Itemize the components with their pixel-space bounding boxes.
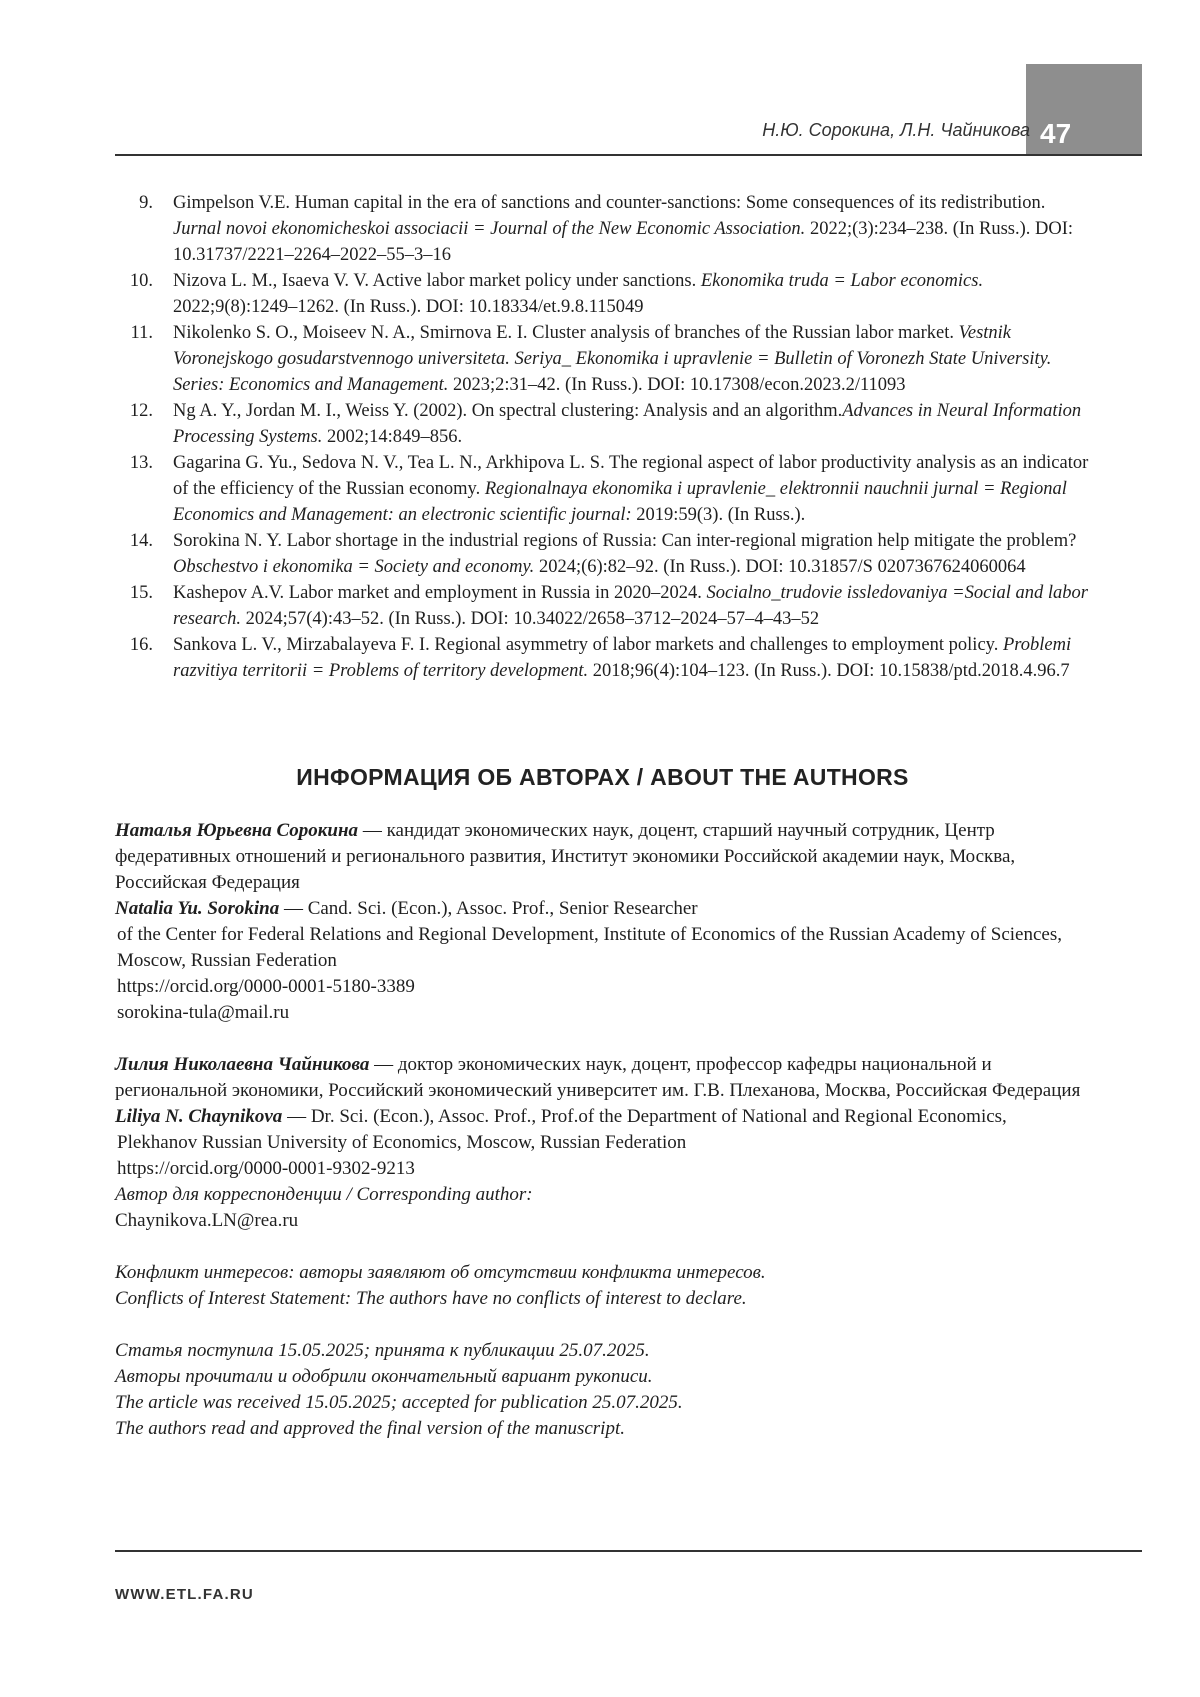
received-date-ru: Статья поступила 15.05.2025; принята к публикации 25.07.2025.	[115, 1340, 650, 1361]
reference-journal: Regionalnaya ekonomika i upravlenie_ elektronnii nauchnii jurnal = Regional Economics and Management: an electronic scientific journal:	[173, 479, 1067, 525]
reference-list	[115, 190, 1090, 684]
reference-journal: Ekonomika truda = Labor economics.	[700, 271, 984, 291]
reference-number: 10.	[129, 271, 153, 291]
page-number: 47	[1040, 118, 1072, 149]
reference-tail: 2022;9(8):1249–1262. (In Russ.). DOI: 10.18334/et.9.8.115049	[173, 297, 644, 317]
running-header-authors: Н.Ю. Сорокина, Л.Н. Чайникова	[762, 120, 1030, 140]
reference-item	[115, 320, 1090, 398]
author2-email-link[interactable]: Chaynikova.LN@rea.ru	[115, 1210, 299, 1231]
reference-journal: Advances in Neural Information Processing Systems.	[173, 401, 1082, 447]
author2-desc-en: — Dr. Sci. (Econ.), Assoc. Prof., Prof.of the Department of National and Regional Economics,	[282, 1106, 1007, 1127]
reference-tail: 2022;(3):234–238. (In Russ.). DOI: 10.31737/2221–2264–2022–55–3–16	[173, 219, 1074, 265]
footer-url[interactable]: WWW.ETL.FA.RU	[115, 1586, 254, 1603]
author1-name-ru: Наталья Юрьевна Сорокина	[115, 820, 359, 841]
approval-note-ru: Авторы прочитали и одобрили окончательный вариант рукописи.	[115, 1366, 653, 1387]
reference-tail: 2024;57(4):43–52. (In Russ.). DOI: 10.34022/2658–3712–2024–57–4–43–52	[240, 609, 820, 629]
reference-number: 12.	[129, 401, 153, 421]
reference-item	[115, 580, 1090, 632]
author1-desc-ru: — кандидат экономических наук, доцент, старший научный сотрудник, Центр федеративных отношений и регионального развития, Институт экономики Российской академии наук, Москва, Российская Федерация	[115, 820, 1016, 893]
reference-number: 16.	[129, 635, 153, 655]
author1-desc-en: — Cand. Sci. (Econ.), Assoc. Prof., Senior Researcher	[279, 898, 698, 919]
reference-journal: Obschestvo i ekonomika = Society and economy.	[173, 557, 535, 577]
received-date-en: The article was received 15.05.2025; accepted for publication 25.07.2025.	[115, 1392, 683, 1413]
header-rule	[115, 154, 1142, 156]
section-title: ИНФОРМАЦИЯ ОБ АВТОРАХ / ABOUT THE AUTHORS	[296, 764, 909, 790]
footer-rule	[115, 1550, 1142, 1552]
reference-item	[115, 632, 1090, 684]
reference-text: Gimpelson V.E. Human capital in the era of sanctions and counter-sanctions: Some consequences of its redistribution.	[173, 193, 1046, 213]
reference-number: 9.	[139, 193, 153, 213]
reference-tail: 2018;96(4):104–123. (In Russ.). DOI: 10.15838/ptd.2018.4.96.7	[588, 661, 1070, 681]
reference-tail: 2002;14:849–856.	[322, 427, 463, 447]
reference-number: 14.	[129, 531, 153, 551]
reference-tail: 2024;(6):82–92. (In Russ.). DOI: 10.31857/S 0207367624060064	[534, 557, 1026, 577]
reference-text: Sankova L. V., Mirzabalayeva F. I. Regional asymmetry of labor markets and challenges to employment policy.	[173, 635, 1003, 655]
reference-text: Gagarina G. Yu., Sedova N. V., Tea L. N., Arkhipova L. S. The regional aspect of labor productivity analysis as an indicator of the efficiency of the Russian economy.	[173, 453, 1089, 499]
reference-text: Nikolenko S. O., Moiseev N. A., Smirnova E. I. Cluster analysis of branches of the Russian labor market.	[173, 323, 959, 343]
reference-text: Sorokina N. Y. Labor shortage in the industrial regions of Russia: Can inter-regional migration help mitigate the problem?	[173, 531, 1077, 551]
author1-affiliation-en: of the Center for Federal Relations and Regional Development, Institute of Economics of the Russian Academy of Sciences, Moscow, Russian Federation	[117, 924, 1062, 971]
author2-name-en: Liliya N. Chaynikova	[115, 1106, 283, 1127]
author2-orcid-link[interactable]: https://orcid.org/0000-0001-9302-9213	[117, 1158, 415, 1179]
reference-item	[115, 190, 1090, 268]
author2-ru	[115, 1052, 1095, 1104]
authors-info	[115, 818, 1095, 1442]
author1-name-en: Natalia Yu. Sorokina	[115, 898, 280, 919]
reference-tail: 2023;2:31–42. (In Russ.). DOI: 10.17308/econ.2023.2/11093	[448, 375, 906, 395]
reference-text: Kashepov A.V. Labor market and employment in Russia in 2020–2024.	[173, 583, 707, 603]
reference-journal: Jurnal novoi ekonomicheskoi associacii = Journal of the New Economic Association.	[173, 219, 806, 239]
reference-text: Nizova L. M., Isaeva V. V. Active labor market policy under sanctions.	[173, 271, 701, 291]
author2-en	[115, 1104, 1095, 1130]
author1-en	[115, 896, 1095, 922]
reference-journal: Socialno_trudovie issledovaniya =Social and labor research.	[173, 583, 1088, 629]
reference-item	[115, 398, 1090, 450]
reference-item	[115, 528, 1090, 580]
author1-email-link[interactable]: sorokina-tula@mail.ru	[117, 1002, 290, 1023]
reference-number: 13.	[129, 453, 153, 473]
author1-ru	[115, 818, 1095, 896]
author2-name-ru: Лилия Николаевна Чайникова	[115, 1054, 370, 1075]
corresponding-author-label: Автор для корреспонденции / Corresponding author:	[115, 1184, 533, 1205]
reference-tail: 2019:59(3). (In Russ.).	[631, 505, 806, 525]
reference-text: Ng A. Y., Jordan M. I., Weiss Y. (2002). On spectral clustering: Analysis and an algorithm.	[173, 401, 843, 421]
author2-desc-ru: — доктор экономических наук, доцент, профессор кафедры национальной и региональной экономики, Российский экономический университет им. Г.В. Плеханова, Москва, Российская Федерация	[115, 1054, 1081, 1101]
reference-number: 15.	[129, 583, 153, 603]
reference-item	[115, 268, 1090, 320]
reference-item	[115, 450, 1090, 528]
reference-journal: Problemi razvitiya territorii = Problems of territory development.	[173, 635, 1072, 681]
conflict-statement-ru: Конфликт интересов: авторы заявляют об отсутствии конфликта интересов.	[115, 1262, 766, 1283]
reference-number: 11.	[130, 323, 153, 343]
approval-note-en: The authors read and approved the final version of the manuscript.	[115, 1418, 625, 1439]
author1-orcid-link[interactable]: https://orcid.org/0000-0001-5180-3389	[117, 976, 415, 997]
reference-journal: Vestnik Voronejskogo gosudarstvennogo universiteta. Seriya_ Ekonomika i upravlenie = Bulletin of Voronezh State University. Series: Economics and Management.	[173, 323, 1052, 395]
conflict-statement-en: Conflicts of Interest Statement: The authors have no conflicts of interest to declare.	[115, 1288, 747, 1309]
author2-affiliation-en: Plekhanov Russian University of Economics, Moscow, Russian Federation	[117, 1132, 687, 1153]
